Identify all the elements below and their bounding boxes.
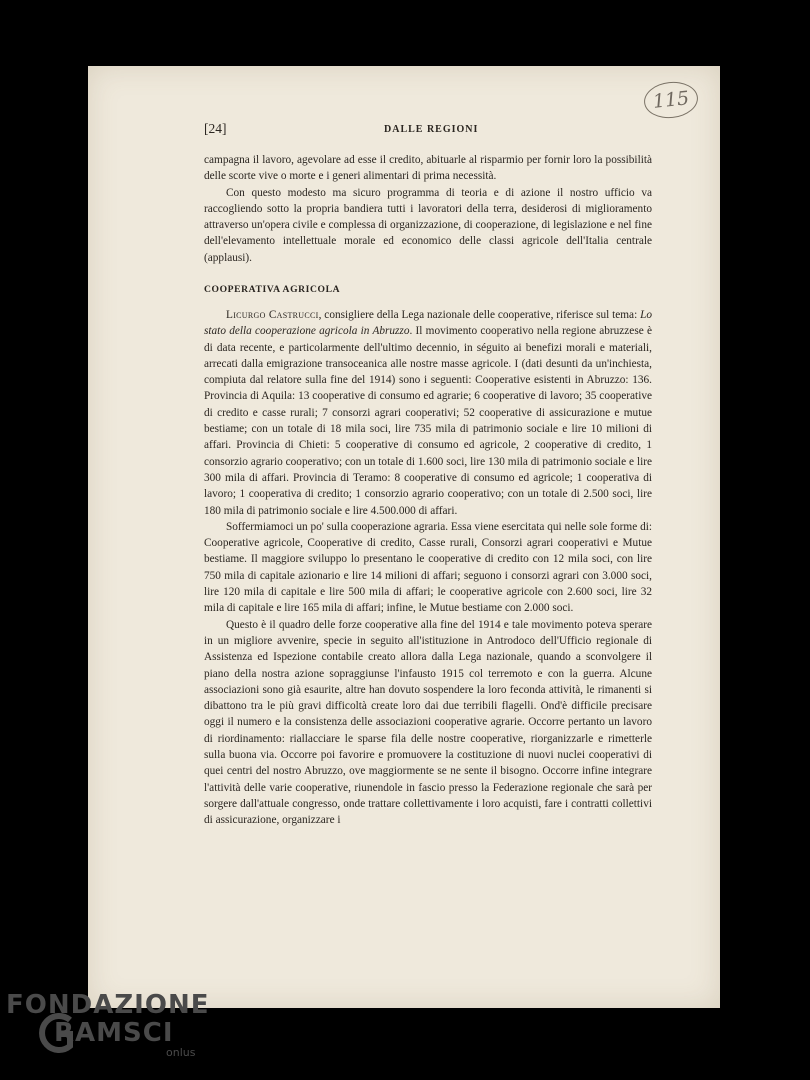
report-topic: Lo stato della cooperazione agricola in Abruzzo [204,309,653,338]
section-heading: COOPERATIVA AGRICOLA [204,284,341,295]
paragraph: Con questo modesto ma sicuro programma di teoria e di azione il nostro ufficio va raccogliendo sotto la propria bandiera tutti i lavoratori della terra, desiderosi di miglioramento attraverso un'opera civile e complessa di organizzazione, di cooperazione, di legislazione e nel fine dell'elevamento intellettuale morale ed economico delle classi agricole dell'Italia centrale (applausi). [204,186,652,264]
intro-text: . Il movimento cooperativo nella regione abruzzese è di data recente, e particolarmente dell'ultimo decennio, in séguito ai benefizi morali e materiali, arrecati dalla emigrazione transoceanica alle nostre masse agricole. I (dati desunti da un'inchiesta, compiuta dal relatore sulla fine del 1914) sono i seguenti: Cooperative esistenti in Abruzzo: 136. Provincia di Aquila: 13 cooperative di consumo ed agrarie; 6 cooperative di lavoro; 35 cooperative di credito e casse rurali; 7 consorzi agrari cooperativi; 52 cooperative di assicurazione e mutue bestiame; con un totale di 18 mila soci, lire 735 mila di patrimonio sociale e lire 10 milioni di affari. Provincia di Chieti: 5 cooperative di consumo ed agricole, 2 cooperative di credito, 1 consorzio agrario cooperativo; con un totale di 1.600 soci, lire 130 mila di patrimonio sociale e lire 300 mila di affari. Provincia di Teramo: 8 cooperative di consumo ed agricole; 1 cooperativa di lavoro; 1 cooperativa di credito; 1 consorzio agrario cooperativo; con un totale di 2.500 soci, lire 180 mila di patrimonio sociale e lire 4.500.000 di affari. [204,325,652,517]
text-block-section [204,307,652,829]
paragraph: campagna il lavoro, agevolare ad esse il credito, abituarle al risparmio per fornir loro la possibilità delle scorte vive o morte e i generi alimentari di prima necessità. [204,154,652,183]
watermark-line1: FONDAZIONE [6,990,210,1020]
speaker-name: Licurgo Castrucci [226,309,319,321]
page-folio: [24] [204,121,227,136]
paragraph [204,307,652,519]
running-title: DALLE REGIONI [384,124,479,135]
watermark-line2: RAMSCI [54,1018,174,1048]
paragraph: Soffermiamoci un po' sulla cooperazione agraria. Essa viene esercitata qui nelle sole forme di: Cooperative agricole, Cooperative di credito, Casse rurali, Consorzi agrari cooperativi e Mutue bestiame. Il maggiore sviluppo lo presentano le cooperative di credito con 12 mila soci, con lire 750 mila di capitale azionario e lire 14 milioni di affari; seguono i consorzi agrari con 3.000 soci, lire 120 mila di capitale e lire 500 mila di affari; le cooperative agricole con 2.600 soci, lire 32 mila di capitale e lire 165 mila di affari; infine, le Mutue bestiame con 2.000 soci. [204,520,652,615]
fondazione-gramsci-watermark [6,990,210,1070]
watermark-sub: onlus [166,1046,196,1059]
text-block-top [204,152,652,266]
archive-stamp: 115 [642,79,699,120]
intro-text: , consigliere della Lega nazionale delle cooperative, riferisce sul tema: [318,309,641,321]
paragraph: Questo è il quadro delle forze cooperative alla fine del 1914 e tale movimento poteva sperare in un migliore avvenire, specie in seguito all'istituzione in Antrodoco dell'Ufficio regionale di Assistenza ed Ispezione contabile creato allora dalla Lega nazionale, quando a sconvolgere il piano della nostra azione sopraggiunse l'infausto 1915 col terremoto e con la guerra. Alcune associazioni sono già esaurite, altre han dovuto sospendere la loro feconda attività, le rimanenti si dibattono tra le più gravi difficoltà create loro dai due terribili flagelli. Ond'è difficile precisare oggi il numero e la consistenza delle associazioni cooperative agrarie. Occorre pertanto un lavoro di riordinamento: riallacciare le sparse fila delle nostre cooperative, riorganizzarle e rimetterle sulla buona via. Occorre poi favorire e promuovere la costituzione di nuovi nuclei cooperativi di quei centri del nostro Abruzzo, ove maggiormente se ne sente il bisogno. Occorre infine integrare l'attività delle varie cooperative, riunendole in fascio presso la Federazione regionale che sarà per sorgere dall'attuale congresso, onde trattare collettivamente i loro acquisti, fare i contratti collettivi di assicurazione, organizzare i [204,618,652,827]
